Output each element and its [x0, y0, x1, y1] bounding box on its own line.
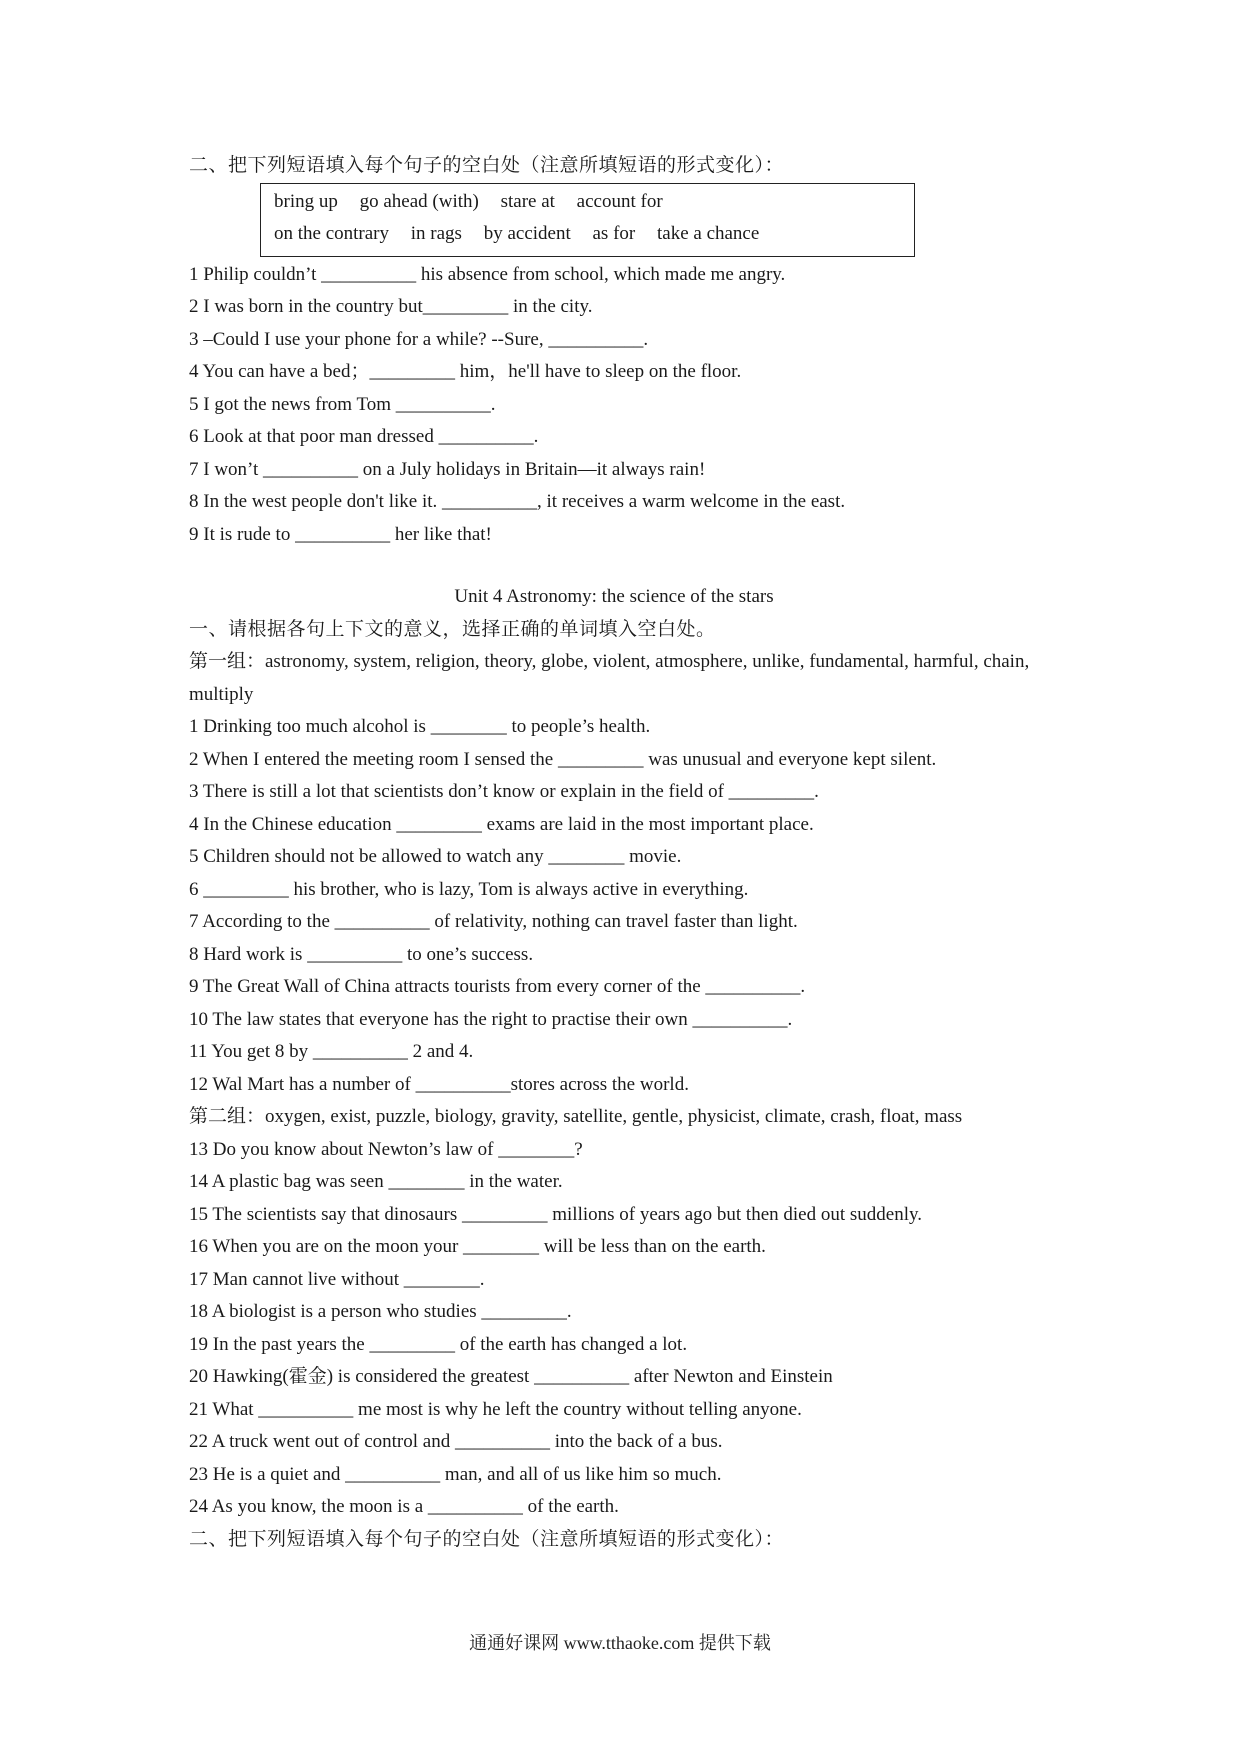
- phrase-row-2: [274, 218, 914, 250]
- phrase-box: [260, 183, 915, 257]
- sentence-item: 23 He is a quiet and __________ man, and all of us like him so much.: [189, 1463, 722, 1485]
- sentence-item: 6 Look at that poor man dressed __________.: [189, 426, 539, 447]
- sentence-item: 18 A biologist is a person who studies _________.: [189, 1301, 572, 1322]
- sentence-item: 4 In the Chinese education _________ exams are laid in the most important place.: [189, 813, 814, 835]
- sentence-item: 11 You get 8 by __________ 2 and 4.: [189, 1041, 474, 1062]
- sentence-item: 1 Philip couldn’t __________ his absence from school, which made me angry.: [189, 263, 786, 285]
- sentence-item: 13 Do you know about Newton’s law of ________?: [189, 1138, 583, 1160]
- sentence-item: 15 The scientists say that dinosaurs _________ millions of years ago but then died out suddenly.: [189, 1203, 922, 1225]
- phrase-item: go ahead (with): [359, 190, 479, 212]
- sentence-item: 10 The law states that everyone has the right to practise their own __________.: [189, 1008, 793, 1030]
- worksheet-content: [189, 150, 1069, 1556]
- sentence-item: 1 Drinking too much alcohol is ________ to people’s health.: [189, 716, 651, 737]
- section-heading-words: 一、请根据各句上下文的意义，选择正确的单词填入空白处。: [189, 618, 716, 640]
- sentence-item: 22 A truck went out of control and __________ into the back of a bus.: [189, 1431, 723, 1452]
- sentence-item: 3 There is still a lot that scientists don’t know or explain in the field of _________.: [189, 781, 819, 802]
- sentence-item: 21 What __________ me most is why he left the country without telling anyone.: [189, 1398, 802, 1420]
- sentence-item: 7 According to the __________ of relativity, nothing can travel faster than light.: [189, 911, 798, 932]
- phrase-row-1: [274, 186, 914, 218]
- sentence-item: 9 The Great Wall of China attracts tourists from every corner of the __________.: [189, 976, 806, 997]
- sentence-item: 2 I was born in the country but_________ in the city.: [189, 296, 593, 317]
- group-2-sentence-list: [189, 1134, 1069, 1524]
- sentence-item: 14 A plastic bag was seen ________ in the water.: [189, 1171, 563, 1192]
- group-1-sentence-list: [189, 711, 1069, 1101]
- sentence-item: 20 Hawking(霍金) is considered the greatest __________ after Newton and Einstein: [189, 1366, 833, 1387]
- sentence-item: 7 I won’t __________ on a July holidays in Britain—it always rain!: [189, 458, 706, 480]
- page-footer: 通通好课网 www.tthaoke.com 提供下载: [469, 1633, 771, 1653]
- sentence-item: 5 I got the news from Tom __________.: [189, 393, 496, 415]
- phrase-item: stare at: [500, 190, 555, 212]
- word-group-2-label: 第二组：oxygen, exist, puzzle, biology, gravity, satellite, gentle, physicist, climate, crash, float, mass: [189, 1106, 963, 1127]
- word-group-1-label: 第一组：astronomy, system, religion, theory, globe, violent, atmosphere, unlike, fundamental, harmful, chain, multiply: [189, 651, 1030, 705]
- unit-title: Unit 4 Astronomy: the science of the stars: [454, 586, 774, 607]
- sentence-item: 4 You can have a bed；_________ him，he'll have to sleep on the floor.: [189, 361, 742, 382]
- phrase-item: by accident: [483, 222, 571, 244]
- phrase-item: on the contrary: [274, 222, 390, 244]
- sentence-item: 8 In the west people don't like it. __________, it receives a warm welcome in the east.: [189, 491, 846, 512]
- sentence-item: 8 Hard work is __________ to one’s success.: [189, 943, 534, 965]
- sentence-item: 24 As you know, the moon is a __________ of the earth.: [189, 1496, 619, 1517]
- sentence-item: 17 Man cannot live without ________.: [189, 1268, 485, 1290]
- phrase-item: account for: [576, 190, 663, 212]
- sentence-item: 5 Children should not be allowed to watch any ________ movie.: [189, 846, 682, 867]
- sentence-item: 9 It is rude to __________ her like that!: [189, 523, 492, 545]
- sentence-item: 16 When you are on the moon your ________ will be less than on the earth.: [189, 1236, 766, 1257]
- phrase-item: as for: [592, 222, 636, 244]
- phrase-item: bring up: [274, 190, 338, 212]
- sentence-item: 2 When I entered the meeting room I sensed the _________ was unusual and everyone kept silent.: [189, 748, 937, 770]
- sentence-item: 19 In the past years the _________ of the earth has changed a lot.: [189, 1333, 688, 1355]
- phrase-sentence-list: [189, 259, 1069, 552]
- section-heading-phrases: 二、把下列短语填入每个句子的空白处（注意所填短语的形式变化）：: [189, 155, 785, 176]
- sentence-item: 12 Wal Mart has a number of __________stores across the world.: [189, 1073, 689, 1095]
- section-heading-phrases-2: 二、把下列短语填入每个句子的空白处（注意所填短语的形式变化）：: [189, 1528, 785, 1550]
- sentence-item: 6 _________ his brother, who is lazy, Tom is always active in everything.: [189, 878, 749, 900]
- phrase-item: in rags: [410, 222, 462, 244]
- phrase-item: take a chance: [656, 222, 760, 244]
- sentence-item: 3 –Could I use your phone for a while? --Sure, __________.: [189, 328, 649, 350]
